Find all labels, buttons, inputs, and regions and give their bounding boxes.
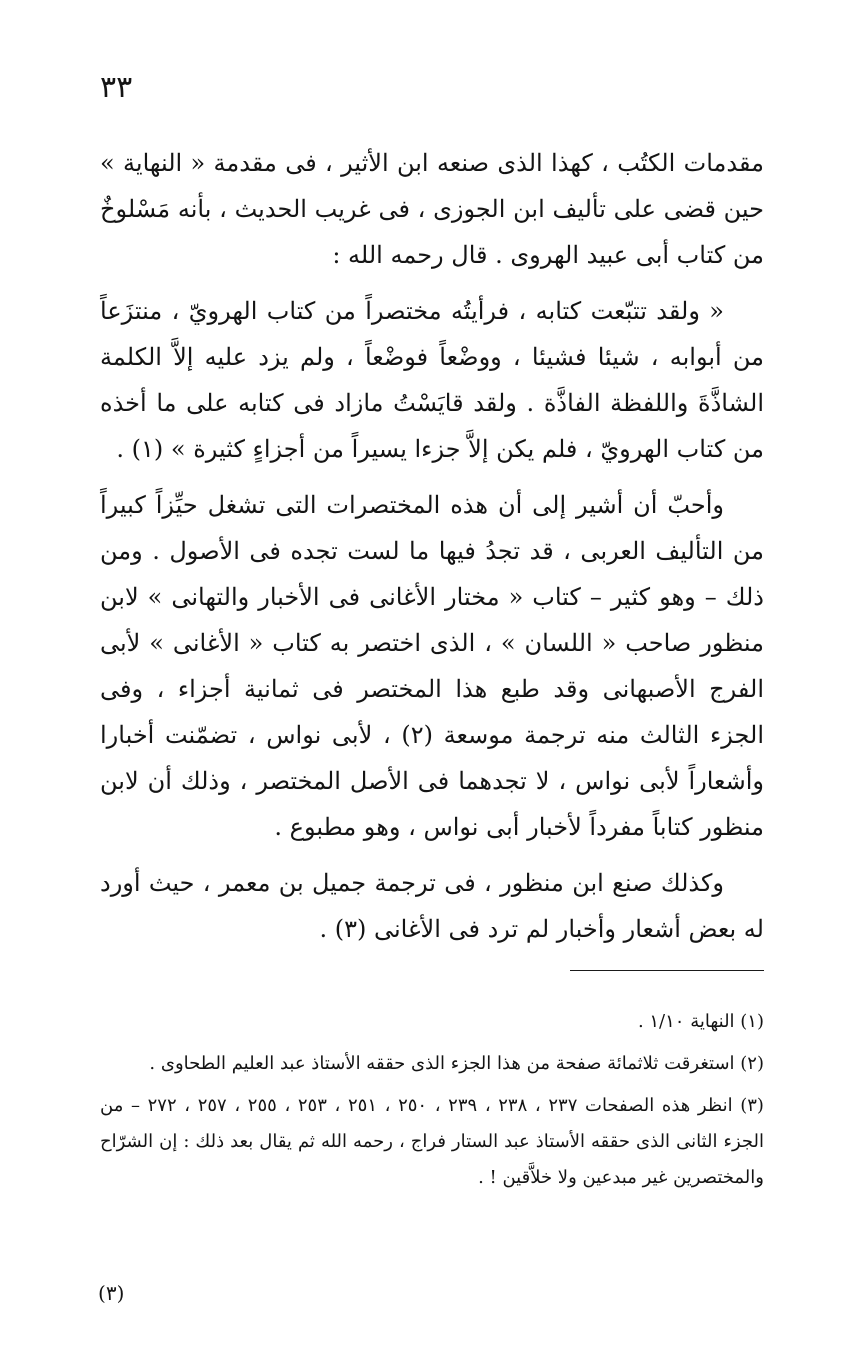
- paragraph-continuation: مقدمات الكتُب ، كهذا الذى صنعه ابن الأثير ، فى مقدمة « النهاية » حين قضى على تأليف ابن الجوزى ، فى غريب الحديث ، بأنه مَسْلوخٌ من كتاب أبى عبيد الهروى . قال رحمه الله :: [100, 149, 764, 269]
- footnote-divider: [570, 970, 764, 971]
- footnotes: [100, 1004, 764, 1196]
- paragraph-jamil: وكذلك صنع ابن منظور ، فى ترجمة جميل بن معمر ، حيث أورد له بعض أشعار وأخبار لم ترد فى الأغانى (٣) .: [100, 869, 764, 943]
- body-text: [100, 140, 764, 952]
- paragraph-abridgements: وأحبّ أن أشير إلى أن هذه المختصرات التى تشغل حيِّزاً كبيراً من التأليف العربى ، قد تجدُ فيها ما لست تجده فى الأصول . ومن ذلك – وهو كثير – كتاب « مختار الأغانى فى الأخبار والتهانى » لابن منظور صاحب « اللسان » ، الذى اختصر به كتاب « الأغانى » لأبى الفرج الأصبهانى وقد طبع هذا المختصر فى ثمانية أجزاء ، وفى الجزء الثالث منه ترجمة موسعة (٢) ، لأبى نواس ، تضمّنت أخبارا وأشعاراً لأبى نواس ، لا تجدهما فى الأصل المختصر ، وذلك أن لابن منظور كتاباً مفرداً لأخبار أبى نواس ، وهو مطبوع .: [100, 491, 764, 841]
- signature-mark: (٣): [98, 1281, 125, 1305]
- paragraph-quotation: « ولقد تتبّعت كتابه ، فرأيتُه مختصراً من كتاب الهرويّ ، منتزَعاً من أبوابه ، شيئا فشيئا ، ووضْعاً فوضْعاً ، ولم يزد عليه إلاَّ الكلمة الشاذَّةَ واللفظة الفاذَّة . ولقد قايَسْتُ مازاد فى كتابه على ما أخذه من كتاب الهرويّ ، فلم يكن إلاَّ جزءا يسيراً من أجزاءٍ كثيرة » (١) .: [100, 297, 764, 463]
- footnote-3: (٣) انظر هذه الصفحات ٢٣٧ ، ٢٣٨ ، ٢٣٩ ، ٢٥٠ ، ٢٥١ ، ٢٥٣ ، ٢٥٥ ، ٢٥٧ ، ٢٧٢ – من الجزء الثانى الذى حققه الأستاذ عبد الستار فراج ، رحمه الله ثم يقال بعد ذلك : إن الشرّاح والمختصرين غير مبدعين ولا خلاَّقين ! .: [100, 1095, 764, 1188]
- footnote-1: (١) النهاية ١/١٠ .: [637, 1011, 764, 1032]
- footnote-2: (٢) استغرقت ثلاثمائة صفحة من هذا الجزء الذى حققه الأستاذ عبد العليم الطحاوى .: [149, 1053, 764, 1074]
- page-number: ٣٣: [100, 70, 133, 105]
